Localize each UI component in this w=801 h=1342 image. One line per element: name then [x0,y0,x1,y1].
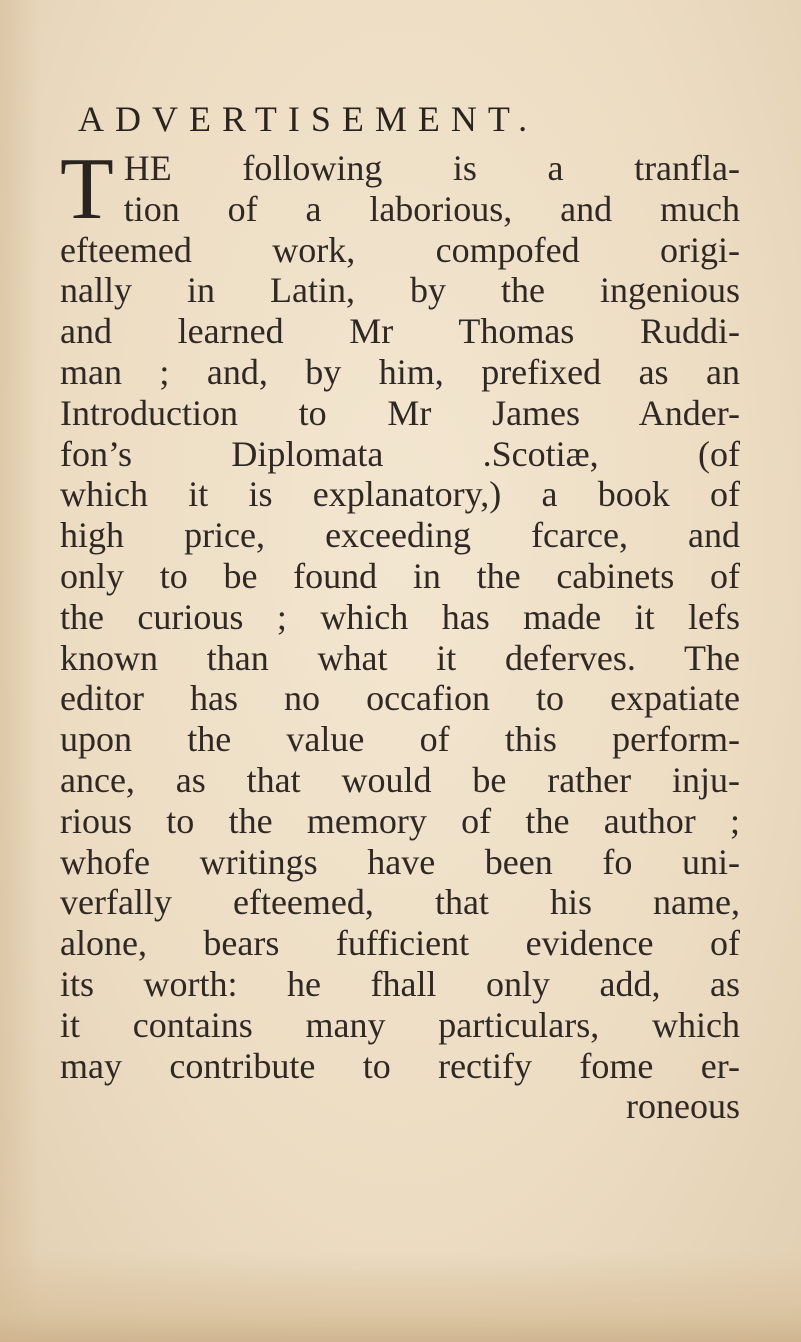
text-line: only to be found in the cabinets of [60,555,740,596]
text-line: and learned Mr Thomas Ruddi- [60,311,740,352]
text-line: editor has no occafion to expatiate [60,678,740,719]
text-line: it contains many particulars, which [60,1004,740,1045]
page-heading: ADVERTISEMENT. [78,99,539,139]
text-line: its worth: he fhall only add, as [60,963,740,1004]
text-line: nally in Latin, by the ingenious [60,270,740,311]
catchword: roneous [626,1086,740,1127]
opening-paragraph-start [60,141,740,238]
text-line: Introduction to Mr James Ander- [60,392,740,433]
text-line: ance, as that would be rather inju- [60,759,740,800]
text-line: may contribute to rectify fome er- [60,1045,740,1086]
text-line: fon’s Diplomata .Scotiæ, (of [60,433,740,474]
page-edge-stain-left [0,0,40,1342]
text-line: alone, bears fufficient evidence of [60,923,740,964]
text-line: verfally efteemed, that his name, [60,882,740,923]
text-line: the curious ; which has made it lefs [60,596,740,637]
advertisement-body [60,141,740,1127]
text-line: known than what it deferves. The [60,637,740,678]
text-line: which it is explanatory,) a book of [60,474,740,515]
text-line: tion of a laborious, and much [123,188,740,229]
text-line: whofe writings have been fo uni- [60,841,740,882]
text-line: high price, exceeding fcarce, and [60,515,740,556]
text-line: efteemed work, compofed origi- [60,229,740,270]
drop-cap: T [60,141,114,238]
text-line: HE following is a tranfla- [123,148,740,188]
page-edge-stain-bottom [0,1252,801,1342]
text-line: man ; and, by him, prefixed as an [60,351,740,392]
text-line: upon the value of this perform- [60,719,740,760]
text-line: rious to the memory of the author ; [60,800,740,841]
